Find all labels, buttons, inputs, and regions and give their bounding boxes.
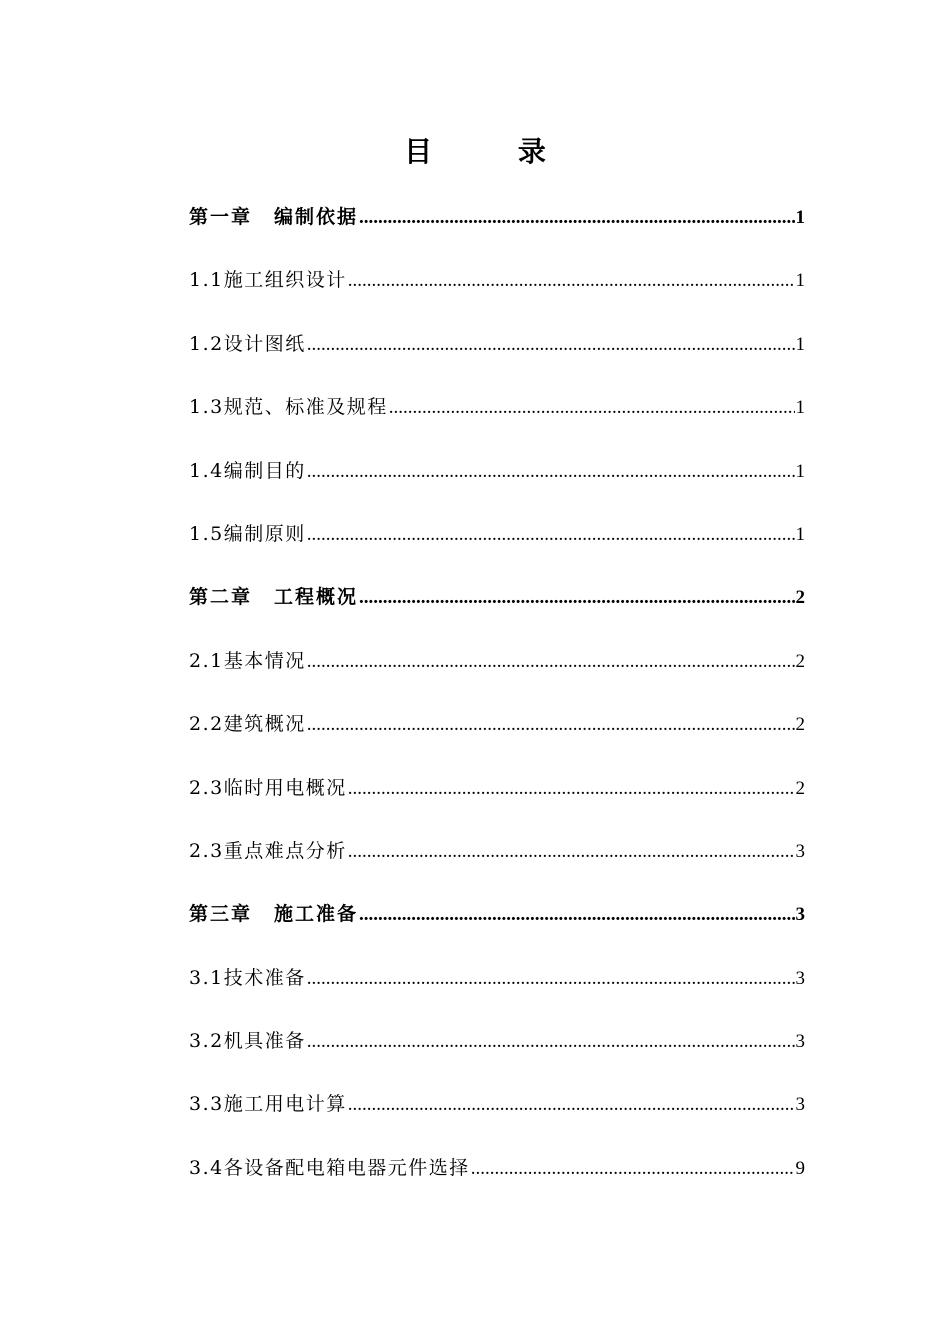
toc-dot-leader <box>348 1085 795 1125</box>
toc-entry-label: 规范、标准及规程 <box>223 396 388 419</box>
toc-dot-leader <box>307 642 795 682</box>
toc-entry-1-2[interactable] <box>189 324 805 387</box>
toc-page-number: 2 <box>795 777 805 799</box>
toc-entry-label: 各设备配电箱电器元件选择 <box>223 1156 470 1179</box>
toc-entry-chapter-3[interactable] <box>189 894 805 957</box>
toc-dot-leader <box>307 705 795 745</box>
toc-entry-number: 第一章 <box>189 206 253 228</box>
toc-entry-1-5[interactable] <box>189 514 805 577</box>
toc-entry-number: 1.2 <box>189 332 224 355</box>
toc-entry-3-1[interactable] <box>189 958 805 1021</box>
toc-entry-number: 3.2 <box>189 1030 224 1053</box>
toc-entry-number: 1.1 <box>189 269 224 292</box>
toc-entry-number: 第二章 <box>189 586 253 609</box>
toc-entry-1-3[interactable] <box>189 387 805 450</box>
toc-entry-label: 编制目的 <box>223 459 306 482</box>
toc-page-number: 3 <box>795 904 805 926</box>
toc-page-number: 3 <box>795 967 805 989</box>
toc-entry-number: 1.3 <box>189 396 224 419</box>
toc-dot-leader <box>348 261 795 301</box>
toc-dot-leader <box>359 198 794 238</box>
toc-page-number: 2 <box>795 714 805 736</box>
toc-entry-2-3-b[interactable] <box>189 831 805 894</box>
toc-dot-leader <box>359 578 794 618</box>
toc-dot-leader <box>389 388 795 428</box>
toc-entry-number: 1.5 <box>189 522 224 545</box>
toc-entry-3-4[interactable] <box>189 1148 805 1211</box>
toc-title: 目 录 <box>404 135 584 168</box>
toc-entry-label: 技术准备 <box>223 966 306 989</box>
toc-dot-leader <box>307 515 795 555</box>
toc-entry-number: 2.3 <box>189 839 224 862</box>
toc-entry-number: 3.4 <box>189 1156 224 1179</box>
toc-dot-leader <box>359 895 794 935</box>
toc-entry-3-2[interactable] <box>189 1021 805 1084</box>
toc-entry-chapter-1[interactable] <box>189 197 805 260</box>
toc-page-number: 3 <box>795 1031 805 1053</box>
toc-entry-label: 建筑概况 <box>223 713 306 736</box>
toc-entry-2-3[interactable] <box>189 768 805 831</box>
toc-entry-2-1[interactable] <box>189 641 805 704</box>
toc-list <box>189 197 805 1211</box>
toc-dot-leader <box>307 452 795 492</box>
toc-entry-number: 1.4 <box>189 459 224 482</box>
toc-entry-label: 编制原则 <box>223 522 306 545</box>
toc-entry-label: 施工准备 <box>274 903 359 926</box>
toc-page-number: 9 <box>795 1157 805 1179</box>
toc-page-number: 1 <box>795 523 805 545</box>
toc-dot-leader <box>307 325 795 365</box>
toc-entry-label: 临时用电概况 <box>223 776 347 799</box>
toc-page-number: 3 <box>795 1094 805 1116</box>
toc-entry-label: 施工用电计算 <box>223 1093 347 1116</box>
toc-entry-label: 施工组织设计 <box>223 269 347 292</box>
toc-page-number: 1 <box>795 207 805 228</box>
toc-page-number: 1 <box>795 333 805 355</box>
toc-entry-label: 设计图纸 <box>223 332 306 355</box>
toc-dot-leader <box>307 959 795 999</box>
toc-entry-label: 重点难点分析 <box>223 839 347 862</box>
toc-entry-label: 基本情况 <box>223 649 306 672</box>
toc-entry-label: 编制依据 <box>274 206 359 228</box>
toc-entry-number: 3.3 <box>189 1093 224 1116</box>
toc-entry-number: 3.1 <box>189 966 224 989</box>
toc-entry-number: 2.3 <box>189 776 224 799</box>
toc-page-number: 3 <box>795 840 805 862</box>
toc-page-number: 1 <box>795 270 805 292</box>
toc-dot-leader <box>471 1149 795 1189</box>
toc-entry-number: 2.2 <box>189 713 224 736</box>
toc-dot-leader <box>348 832 795 872</box>
toc-dot-leader <box>348 769 795 809</box>
toc-entry-number: 2.1 <box>189 649 224 672</box>
toc-entry-number: 第三章 <box>189 903 253 926</box>
toc-entry-label: 机具准备 <box>223 1030 306 1053</box>
toc-page-number: 1 <box>795 397 805 419</box>
toc-entry-2-2[interactable] <box>189 704 805 767</box>
toc-dot-leader <box>307 1022 795 1062</box>
toc-page-number: 2 <box>795 650 805 672</box>
toc-entry-1-1[interactable] <box>189 260 805 323</box>
toc-entry-3-3[interactable] <box>189 1084 805 1147</box>
toc-entry-1-4[interactable] <box>189 451 805 514</box>
toc-page-number: 2 <box>795 587 805 609</box>
toc-page-number: 1 <box>795 460 805 482</box>
toc-entry-chapter-2[interactable] <box>189 577 805 640</box>
toc-entry-label: 工程概况 <box>274 586 359 609</box>
